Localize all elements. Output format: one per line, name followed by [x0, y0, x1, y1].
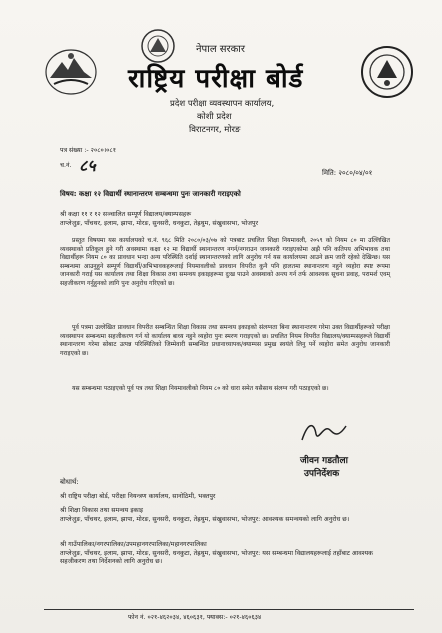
- province: कोशी प्रदेश: [197, 112, 232, 122]
- location: विराटनगर, मोरङ: [189, 125, 241, 135]
- signatory-name: जीवन गडतौला: [300, 456, 348, 466]
- office-title: राष्ट्रिय परीक्षा बोर्ड: [128, 64, 304, 94]
- cc-item-3: श्री गाउँपालिका/नगरपालिका/उपमहानगरपालिका/महानगरपालिका: [60, 541, 207, 548]
- body-paragraph-1: प्रस्तुत विषयमा यस कार्यालयको च.नं. ९६८ मिति २०८०/०३/०७ को पत्रबाट प्रचलित शिक्षा नियमावली, २०५९ को नियम ८० मा उल्लिखित व्यवस्थाको प्रतिकूल हुने गरी अवस्थामा कक्षा १२ मा विद्यार्थी स्थानान्तरण नगर्न/नगराउन जानकारी गराइएकोमा अझै पनि कतिपय अभिभावक तथा विद्यार्थीहरू नियम ८० का प्रावधान भन्दा अन्य परिस्थिति दर्शाई स्थानान्तरणको लागि अनुरोध गर्न यस कार्यालयमा आउने क्रम जारी रहेको देखिन्छ। यस सम्बन्धमा आउनुहुने सम्पूर्ण विद्यार्थी/अभिभावकहरूलाई नियमावलीको प्रावधान विपरीत कुनै पनि हालतमा स्थानान्तरण नहुने व्यहोरा स्पष्ट रूपमा जानकारी गराई यस कार्यालय तथा शिक्षा विकास तथा समन्वय इकाइहरूमा दुःख पाउने अवस्थाको अन्त्य गर्न तर्फ आवश्यक सूचना प्रवाह, परामर्श एवम् सहजीकरण गर्नुहुनको लागि पुनः अनुरोध गरिएको छ।: [60, 237, 390, 287]
- cc-item-2: श्री शिक्षा विकास तथा समन्वय इकाइ: [60, 507, 143, 514]
- letter-subject: विषय: कक्षा १२ विद्यार्थी स्थानान्तरण सम्बन्धमा पुनः जानकारी गराइएको: [60, 190, 241, 198]
- sub-office: प्रदेश परीक्षा व्यवस्थापन कार्यालय,: [170, 99, 275, 109]
- addressee-line2: ताप्लेजुङ, पाँचथर, इलाम, झापा, मोरङ, सुनसरी, धनकुटा, तेह्रथुम, संखुवासभा, भोजपुर: [60, 220, 259, 227]
- footer-rule: [44, 609, 414, 610]
- cc-item-2b: ताप्लेजुङ, पाँचथर, इलाम, झापा, मोरङ, सुनसरी, धनकुटा, तेह्रथुम, संखुवासभा, भोजपुर: आवश्यक समन्वयको लागि अनुरोध छ।: [60, 516, 350, 523]
- cc-item-1: श्री राष्ट्रिय परीक्षा बोर्ड, परीक्षा नियन्त्रण कार्यालय, सानोठिमी, भक्तपुर: [60, 493, 216, 500]
- patra-sankhya: पत्र संख्या :- २०८०।०८१: [60, 147, 116, 154]
- cc-item-3b: ताप्लेजुङ, पाँचथर, इलाम, झापा, मोरङ, सुनसरी, धनकुटा, तेह्रथुम, संखुवासभा, भोजपुर: यस सम्बन्धमा विद्यालयहरूलाई तहाँबाट आवश्यक सहजीकरण तथा निर्देशनको लागि अनुरोध छ।: [60, 550, 373, 566]
- body-paragraph-3: यस सम्बन्धमा पठाइएको पूर्व पत्र तथा शिक्षा नियमावलीको नियम ८० को धारा समेत यसैसाथ संलग्न गरी पठाइएको छ।: [72, 385, 329, 392]
- handwritten-signature: [298, 418, 350, 446]
- footer-contact: फोन नं. ०२१-४६२०३४, ४६०६३१, फ्याक्स:- ०२१-४६०६३४: [128, 614, 262, 621]
- addressee-line1: श्री कक्षा ११ र १२ सञ्चालित सम्पूर्ण विद्यालय/क्याम्पसहरू: [60, 211, 192, 218]
- body-paragraph-2: पूर्व पत्रमा उल्लेखित प्रावधान विपरीत सम्बन्धित शिक्षा विकास तथा समन्वय इकाइको संलग्नता बिना स्थानान्तरण गरेमा उक्त विद्यार्थीहरूको परीक्षा व्यवस्थापन सम्बन्धमा सहजीकरण गर्न यो कार्यालय बाध्य नहुने व्यहोरा पुनः स्मरण गराइएको छ। प्रचलित नियम विपरीत विद्यालय/क्याम्पसहरूले विद्यार्थी स्थानान्तरण गरेमा सोबाट उत्पन्न परिस्थितिको जिम्मेवारी सम्बन्धित प्रधानाध्यापक/क्याम्पस प्रमुख स्वयंले लिनु पर्ने व्यहोरा समेत अनुरोध जानकारी गराइएको छ।: [60, 324, 390, 357]
- chalani-number: ८५: [79, 156, 96, 175]
- letter-date: मिति: २०८०/०४/०१: [322, 169, 373, 177]
- nepal-emblem-logo: [44, 48, 98, 96]
- signatory-designation: उपनिर्देशक: [304, 469, 340, 479]
- cc-heading: बोधार्थ:: [60, 478, 79, 486]
- board-badge-logo: [360, 45, 414, 99]
- chalani-label: च.नं.: [60, 162, 72, 169]
- gov-name: नेपाल सरकार: [196, 44, 245, 55]
